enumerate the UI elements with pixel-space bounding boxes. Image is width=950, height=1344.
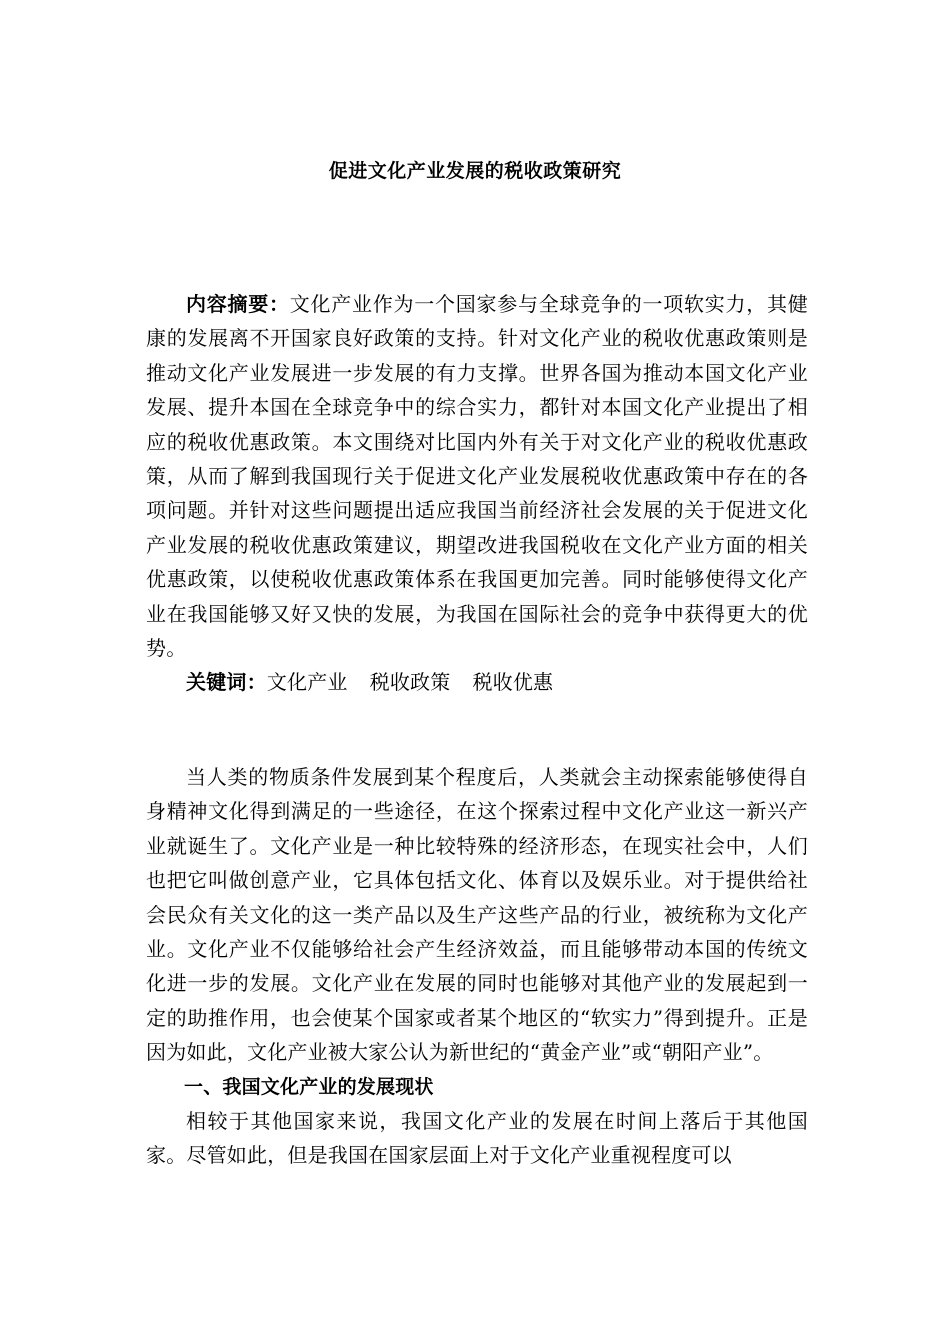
keyword-item: 文化产业 [266, 670, 348, 695]
abstract-section [146, 287, 808, 700]
keyword-item: 税收优惠 [472, 670, 554, 695]
section-heading: 一、我国文化产业的发展现状 [184, 1075, 434, 1098]
main-body [146, 760, 808, 1173]
abstract-paragraph [146, 287, 808, 665]
keyword-item: 税收政策 [369, 670, 451, 695]
keywords-label: 关键词： [186, 670, 267, 695]
section-paragraph: 相较于其他国家来说，我国文化产业的发展在时间上落后于其他国家。尽管如此，但是我国在国家层面上对于文化产业重视程度可以 [146, 1109, 808, 1168]
paper-title: 促进文化产业发展的税收政策研究 [328, 160, 622, 182]
keywords-line [146, 665, 808, 699]
intro-paragraph: 当人类的物质条件发展到某个程度后，人类就会主动探索能够使得自身精神文化得到满足的一些途径，在这个探索过程中文化产业这一新兴产业就诞生了。文化产业是一种比较特殊的经济形态，在现实社会中，人们也把它叫做创意产业，它具体包括文化、体育以及娱乐业。对于提供给社会民众有关文化的这一类产品以及生产这些产品的行业，被统称为文化产业。文化产业不仅能够给社会产生经济效益，而且能够带动本国的传统文化进一步的发展。文化产业在发展的同时也能够对其他产业的发展起到一定的助推作用，也会使某个国家或者某个地区的“软实力”得到提升。正是因为如此，文化产业被大家公认为新世纪的“黄金产业”或“朝阳产业”。 [146, 765, 808, 1065]
abstract-label: 内容摘要： [186, 292, 290, 316]
abstract-text: 文化产业作为一个国家参与全球竞争的一项软实力，其健康的发展离不开国家良好政策的支持。针对文化产业的税收优惠政策则是推动文化产业发展进一步发展的有力支撑。世界各国为推动本国文化产业发展、提升本国在全球竞争中的综合实力，都针对本国文化产业提出了相应的税收优惠政策。本文围绕对比国内外有关于对文化产业的税收优惠政策，从而了解到我国现行关于促进文化产业发展税收优惠政策中存在的各项问题。并针对这些问题提出适应我国当前经济社会发展的关于促进文化产业发展的税收优惠政策建议，期望改进我国税收在文化产业方面的相关优惠政策，以使税收优惠政策体系在我国更加完善。同时能够使得文化产业在我国能够又好又快的发展，为我国在国际社会的竞争中获得更大的优势。 [146, 292, 809, 661]
